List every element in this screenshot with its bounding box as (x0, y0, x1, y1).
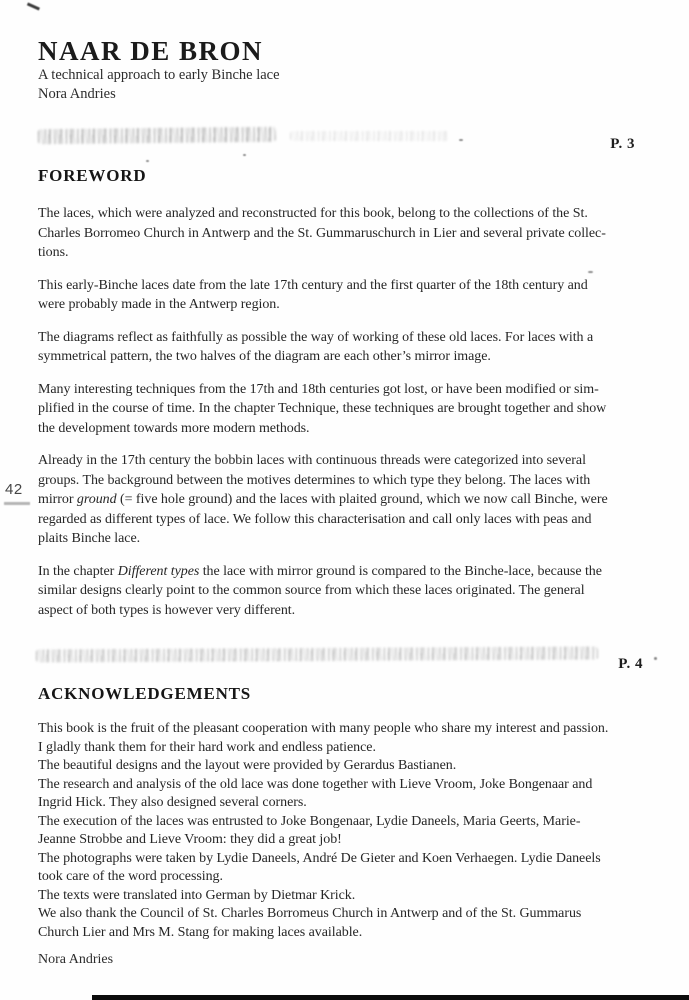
book-author: Nora Andries (38, 86, 116, 102)
paragraph (38, 328, 651, 367)
scan-speck (654, 657, 657, 660)
erased-text-smudge (38, 127, 276, 144)
text-line: The research and analysis of the old lace was done together with Lieve Vroom, Joke Bongenaar and (38, 776, 593, 792)
erased-text-smudge (36, 647, 598, 663)
text-line: The photographs were taken by Lydie Daneels, André De Gieter and Koen Verhaegen. Lydie Daneels (38, 850, 601, 866)
text-line: symmetrical pattern, the two halves of the diagram are each other’s mirror image. (38, 349, 491, 364)
text-line: The diagrams reflect as faithfully as possible the way of working of these old laces. For laces with a (38, 329, 594, 345)
section-heading-foreword: FOREWORD (38, 166, 147, 185)
text-line: Jeanne Strobbe and Lieve Vroom: they did a great job! (38, 832, 342, 847)
text-line: aspect of both types is however very different. (38, 602, 296, 618)
text-line: Ingrid Hick. They also designed several corners. (38, 795, 307, 810)
paragraph (38, 204, 651, 263)
page-3-marker-row (38, 128, 651, 160)
margin-page-number: 42 (5, 481, 23, 498)
scan-edge-bar (92, 995, 689, 1000)
text-line: Charles Borromeo Church in Antwerp and the St. Gummaruschurch in Lier and several private collec- (38, 225, 606, 241)
page-marker-p4: P. 4 (618, 656, 643, 672)
text-line: plaits Binche lace. (38, 531, 141, 546)
text-line: similar designs clearly point to the common source from which these laces originated. The general (38, 583, 585, 598)
text-line: The beautiful designs and the layout were provided by Gerardus Bastianen. (38, 758, 457, 773)
text-line: The laces, which were analyzed and reconstructed for this book, belong to the collections of the St. (38, 206, 588, 221)
signature: Nora Andries (38, 952, 114, 967)
scan-speck (588, 271, 593, 273)
erased-text-smudge (290, 131, 450, 141)
paragraph (38, 276, 651, 315)
book-subtitle: A technical approach to early Binche lace (38, 67, 280, 83)
text-line: groups. The background between the motives determines to which type they belong. The laces with (38, 472, 591, 488)
paragraph (38, 380, 651, 439)
text-line: In the chapter Different types the lace with mirror ground is compared to the Binche-lace, because the (38, 563, 602, 579)
scan-speck (243, 154, 246, 156)
text-line: took care of the word processing. (38, 869, 223, 884)
margin-number-underline (4, 502, 30, 505)
page-marker-p3: P. 3 (610, 136, 635, 152)
text-line: This early-Binche laces date from the late 17th century and the first quarter of the 18th century and (38, 277, 588, 293)
text-line: We also thank the Council of St. Charles Borromeus Church in Antwerp and of the St. Gummarus (38, 906, 582, 921)
text-line: Church Lier and Mrs M. Stang for making laces available. (38, 924, 363, 940)
acknowledgements-text (38, 720, 651, 942)
scan-speck (146, 160, 149, 162)
book-title: NAAR DE BRON (38, 36, 264, 66)
text-line: were probably made in the Antwerp region. (38, 297, 280, 312)
foreword-text (38, 204, 651, 620)
text-line: regarded as different types of lace. We follow this characterisation and call only laces with peas and (38, 511, 592, 527)
text-line: The texts were translated into German by Dietmar Krick. (38, 887, 356, 903)
text-line: Already in the 17th century the bobbin laces with continuous threads were categorized into several (38, 453, 586, 468)
paragraph (38, 562, 651, 621)
page-4-marker-row (38, 646, 651, 678)
text-line: The execution of the laces was entrusted to Joke Bongenaar, Lydie Daneels, Maria Geerts, Marie- (38, 813, 581, 829)
section-heading-acknowledgements: ACKNOWLEDGEMENTS (38, 684, 252, 703)
scan-speck (459, 139, 463, 141)
text-line: This book is the fruit of the pleasant cooperation with many people who share my interest and passion. (38, 721, 609, 736)
text-line: I gladly thank them for their hard work and endless patience. (38, 739, 376, 755)
book-header (38, 36, 651, 104)
text-line: mirror ground (= five hole ground) and the laces with plaited ground, which we now call Binche, were (38, 492, 608, 507)
text-line: Many interesting techniques from the 17th and 18th centuries got lost, or have been modified or sim- (38, 381, 599, 397)
paragraph (38, 451, 651, 549)
text-line: plified in the course of time. In the chapter Technique, these techniques are brought together and show (38, 401, 607, 416)
text-line: tions. (38, 245, 69, 260)
text-line: the development towards more modern methods. (38, 420, 310, 436)
